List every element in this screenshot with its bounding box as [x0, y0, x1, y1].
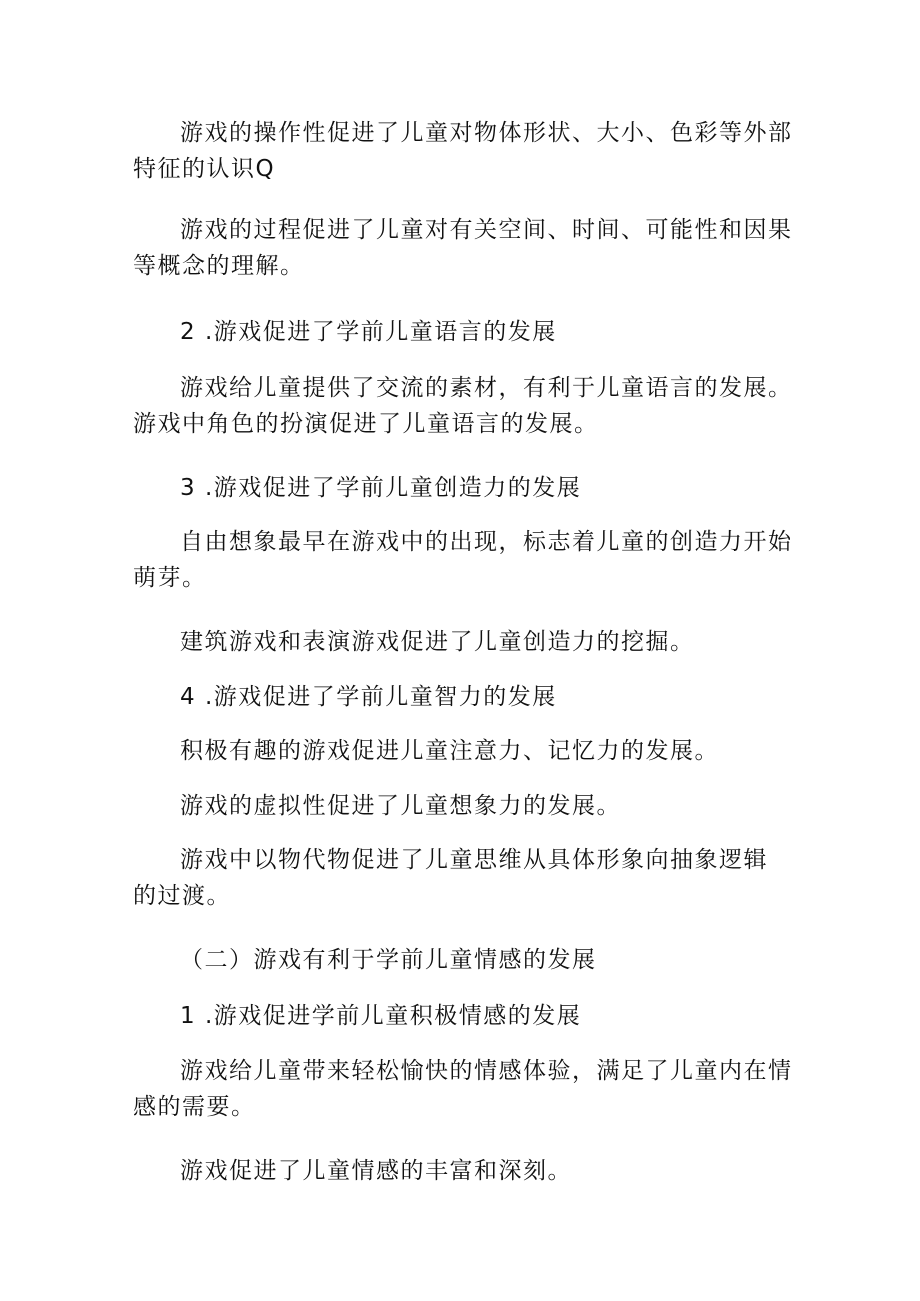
heading-intelligence-development	[133, 679, 813, 715]
text-line: 游戏中以物代物促进了儿童思维从具体形象向抽象逻辑	[180, 847, 768, 873]
paragraph-construction-games	[133, 624, 813, 660]
text-line: 游戏给儿童提供了交流的素材，有利于儿童语言的发展。	[180, 375, 793, 401]
text-line: 积极有趣的游戏促进儿童注意力、记忆力的发展。	[180, 738, 719, 764]
heading-language-development	[133, 314, 813, 350]
text-line: 的过渡。	[133, 883, 231, 909]
text-line: 2 .游戏促进了学前儿童语言的发展	[180, 319, 557, 345]
paragraph-attention-memory	[133, 733, 813, 769]
text-line: 等概念的理解。	[133, 253, 305, 279]
text-line: 游戏给儿童带来轻松愉快的情感体验，满足了儿童内在情	[180, 1058, 793, 1084]
paragraph-object-features	[133, 115, 813, 187]
paragraph-emotional-richness	[133, 1153, 813, 1189]
paragraph-free-imagination	[133, 524, 813, 596]
text-line: 游戏的虚拟性促进了儿童想象力的发展。	[180, 793, 621, 819]
text-line: 建筑游戏和表演游戏促进了儿童创造力的挖掘。	[180, 629, 695, 655]
text-line: 游戏的操作性促进了儿童对物体形状、大小、色彩等外部	[180, 120, 793, 146]
text-line: 4 .游戏促进了学前儿童智力的发展	[180, 684, 557, 710]
text-line: 自由想象最早在游戏中的出现，标志着儿童的创造力开始	[180, 529, 793, 555]
paragraph-language-material	[133, 370, 813, 442]
paragraph-concept-understanding	[133, 212, 813, 284]
text-line: 特征的认识Q	[133, 156, 276, 182]
text-line: 游戏促进了儿童情感的丰富和深刻。	[180, 1158, 572, 1184]
heading-emotion-section	[133, 942, 813, 978]
paragraph-thinking-transition	[133, 842, 813, 914]
text-line: 游戏的过程促进了儿童对有关空间、时间、可能性和因果	[180, 217, 793, 243]
heading-creativity-development	[133, 470, 813, 506]
heading-positive-emotion	[133, 998, 813, 1034]
text-line: 萌芽。	[133, 565, 207, 591]
paragraph-imagination	[133, 788, 813, 824]
text-line: 1 .游戏促进学前儿童积极情感的发展	[180, 1003, 582, 1029]
paragraph-emotional-experience	[133, 1053, 813, 1125]
text-line: 感的需要。	[133, 1094, 256, 1120]
text-line: 游戏中角色的扮演促进了儿童语言的发展。	[133, 411, 599, 437]
text-line: 3 .游戏促进了学前儿童创造力的发展	[180, 475, 582, 501]
text-line: （二）游戏有利于学前儿童情感的发展	[180, 947, 597, 973]
